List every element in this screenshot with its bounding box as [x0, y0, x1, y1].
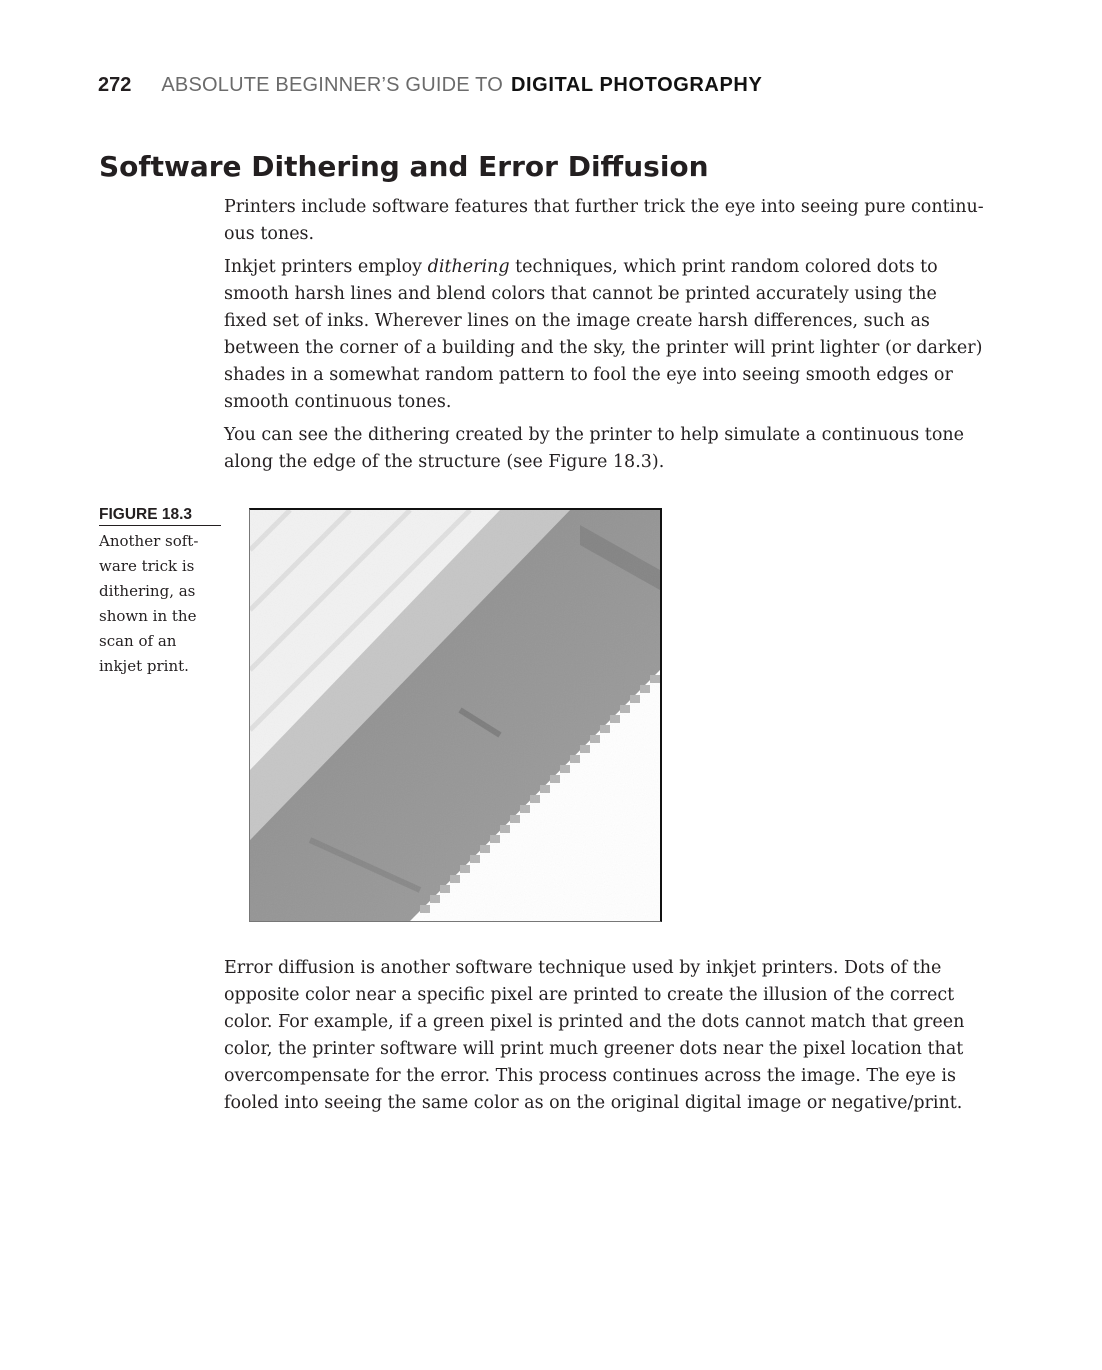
- paragraph-intro: Printers include software features that further trick the eye into seeing pure continu-ous tones.: [224, 197, 984, 244]
- dithering-scan-image: [250, 510, 660, 921]
- running-head: [98, 74, 762, 102]
- figure-label: FIGURE 18.3: [99, 506, 221, 526]
- paragraph-dithering: [224, 254, 984, 416]
- paragraph-figure-reference: You can see the dithering created by the printer to help simulate a continuous tone along the edge of the structure (see Figure 18.3).: [224, 425, 965, 472]
- paragraph-dithering-lead: Inkjet printers employ: [224, 257, 428, 277]
- book-title-emphasis: DIGITAL PHOTOGRAPHY: [510, 74, 763, 96]
- dithering-term: dithering: [427, 257, 510, 277]
- figure-caption-text: Another soft-ware trick is dithering, as shown in the scan of an inkjet print.: [99, 532, 199, 675]
- book-title-prefix: ABSOLUTE BEGINNER’S GUIDE TO: [161, 74, 503, 96]
- page-number: 272: [98, 74, 132, 96]
- closing-text-block: [224, 955, 984, 1123]
- section-heading: Software Dithering and Error Diffusion: [99, 150, 709, 183]
- dithering-scan-figure: [249, 508, 662, 922]
- paragraph-dithering-rest: techniques, which print random colored dots to smooth harsh lines and blend colors that cannot be printed accurately using the fixed set of inks. Wherever lines on the image create harsh differences, such as between the corner of a building and the sky, the printer will print lighter (or darker) shades in a somewhat random pattern to fool the eye into seeing smooth edges or smooth continuous tones.: [224, 257, 983, 412]
- paragraph-error-diffusion: Error diffusion is another software technique used by inkjet printers. Dots of the opposite color near a specific pixel are printed to create the illusion of the correct color. For example, if a green pixel is printed and the dots cannot match that green color, the printer software will print much greener dots near the pixel location that overcompensate for the error. This process continues across the image. The eye is fooled into seeing the same color as on the original digital image or negative/print.: [224, 958, 965, 1113]
- intro-text-block: [224, 194, 984, 482]
- figure-caption: [99, 506, 221, 679]
